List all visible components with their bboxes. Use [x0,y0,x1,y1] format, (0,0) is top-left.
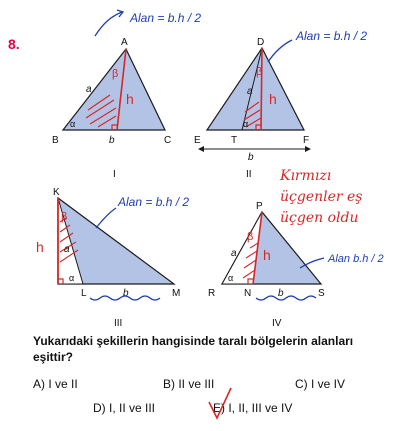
fig4-vertex-s: S [318,288,325,299]
fig1-alpha: α [70,119,76,129]
fig4-side-a: a [231,248,237,259]
fig2-roman: II [246,169,252,180]
fig2-vertex-t: T [231,135,238,146]
fig2-vertex-d: D [257,37,265,48]
fig2-beta: β [256,66,263,78]
fig2-side-a: a [247,86,253,97]
fig1-side-b: b [109,135,115,146]
option-b[interactable]: B) II ve III [163,377,215,391]
fig1-h: h [126,91,134,107]
option-c[interactable]: C) I ve IV [295,377,346,391]
figure-2 [194,29,367,180]
question-number: 8. [8,36,20,52]
fig2-vertex-e: E [194,135,201,146]
fig2-h: h [269,91,277,107]
option-d[interactable]: D) I, II ve III [93,401,156,415]
question-text: Yukarıdaki şekillerin hangisinde taralı bölgelerin alanları eşittir? [33,334,354,364]
fig2-side-b: b [248,152,254,163]
fig1-handwritten-area: Alan = b.h / 2 [130,11,202,25]
fig2-alpha: α [243,119,249,129]
fig2-vertex-f: F [303,135,310,146]
fig3-side-a: a [64,244,70,255]
fig1-vertex-a: A [121,37,128,48]
fig3-side-b: b [123,288,129,299]
fig4-h: h [263,247,271,263]
fig4-vertex-p: P [256,201,263,212]
fig1-vertex-c: C [164,135,172,146]
fig4-vertex-r: R [208,288,216,299]
fig3-beta: β [61,211,68,223]
fig3-alpha: α [69,273,75,283]
fig4-vertex-n: N [244,288,252,299]
fig2-handwritten-area: Alan = b.h / 2 [296,29,368,43]
handwritten-note: Kırmızı üçgenler eş üçgen oldu [280,168,363,226]
answer-check-mark [205,384,235,424]
fig3-handwritten-area: Alan = b.h / 2 [118,195,190,209]
fig1-vertex-b: B [52,135,59,146]
fig3-vertex-m: M [172,288,181,299]
fig4-beta: β [247,231,254,243]
fig3-vertex-k: K [53,187,60,198]
fig4-handwritten-area: Alan b.h / 2 [328,253,384,265]
fig1-side-a: a [86,84,92,95]
fig1-roman: I [113,169,116,180]
figure-1 [52,10,201,180]
fig4-roman: IV [272,318,282,329]
fig4-alpha: α [228,273,234,283]
fig3-h: h [36,239,44,255]
figure-3 [36,187,189,329]
option-e[interactable]: E) I, II, III ve IV [213,401,293,415]
fig3-vertex-l: L [81,288,87,299]
fig3-roman: III [114,318,123,329]
fig4-side-b: b [278,288,284,299]
option-a[interactable]: A) I ve II [33,377,78,391]
fig1-beta: β [112,68,119,80]
